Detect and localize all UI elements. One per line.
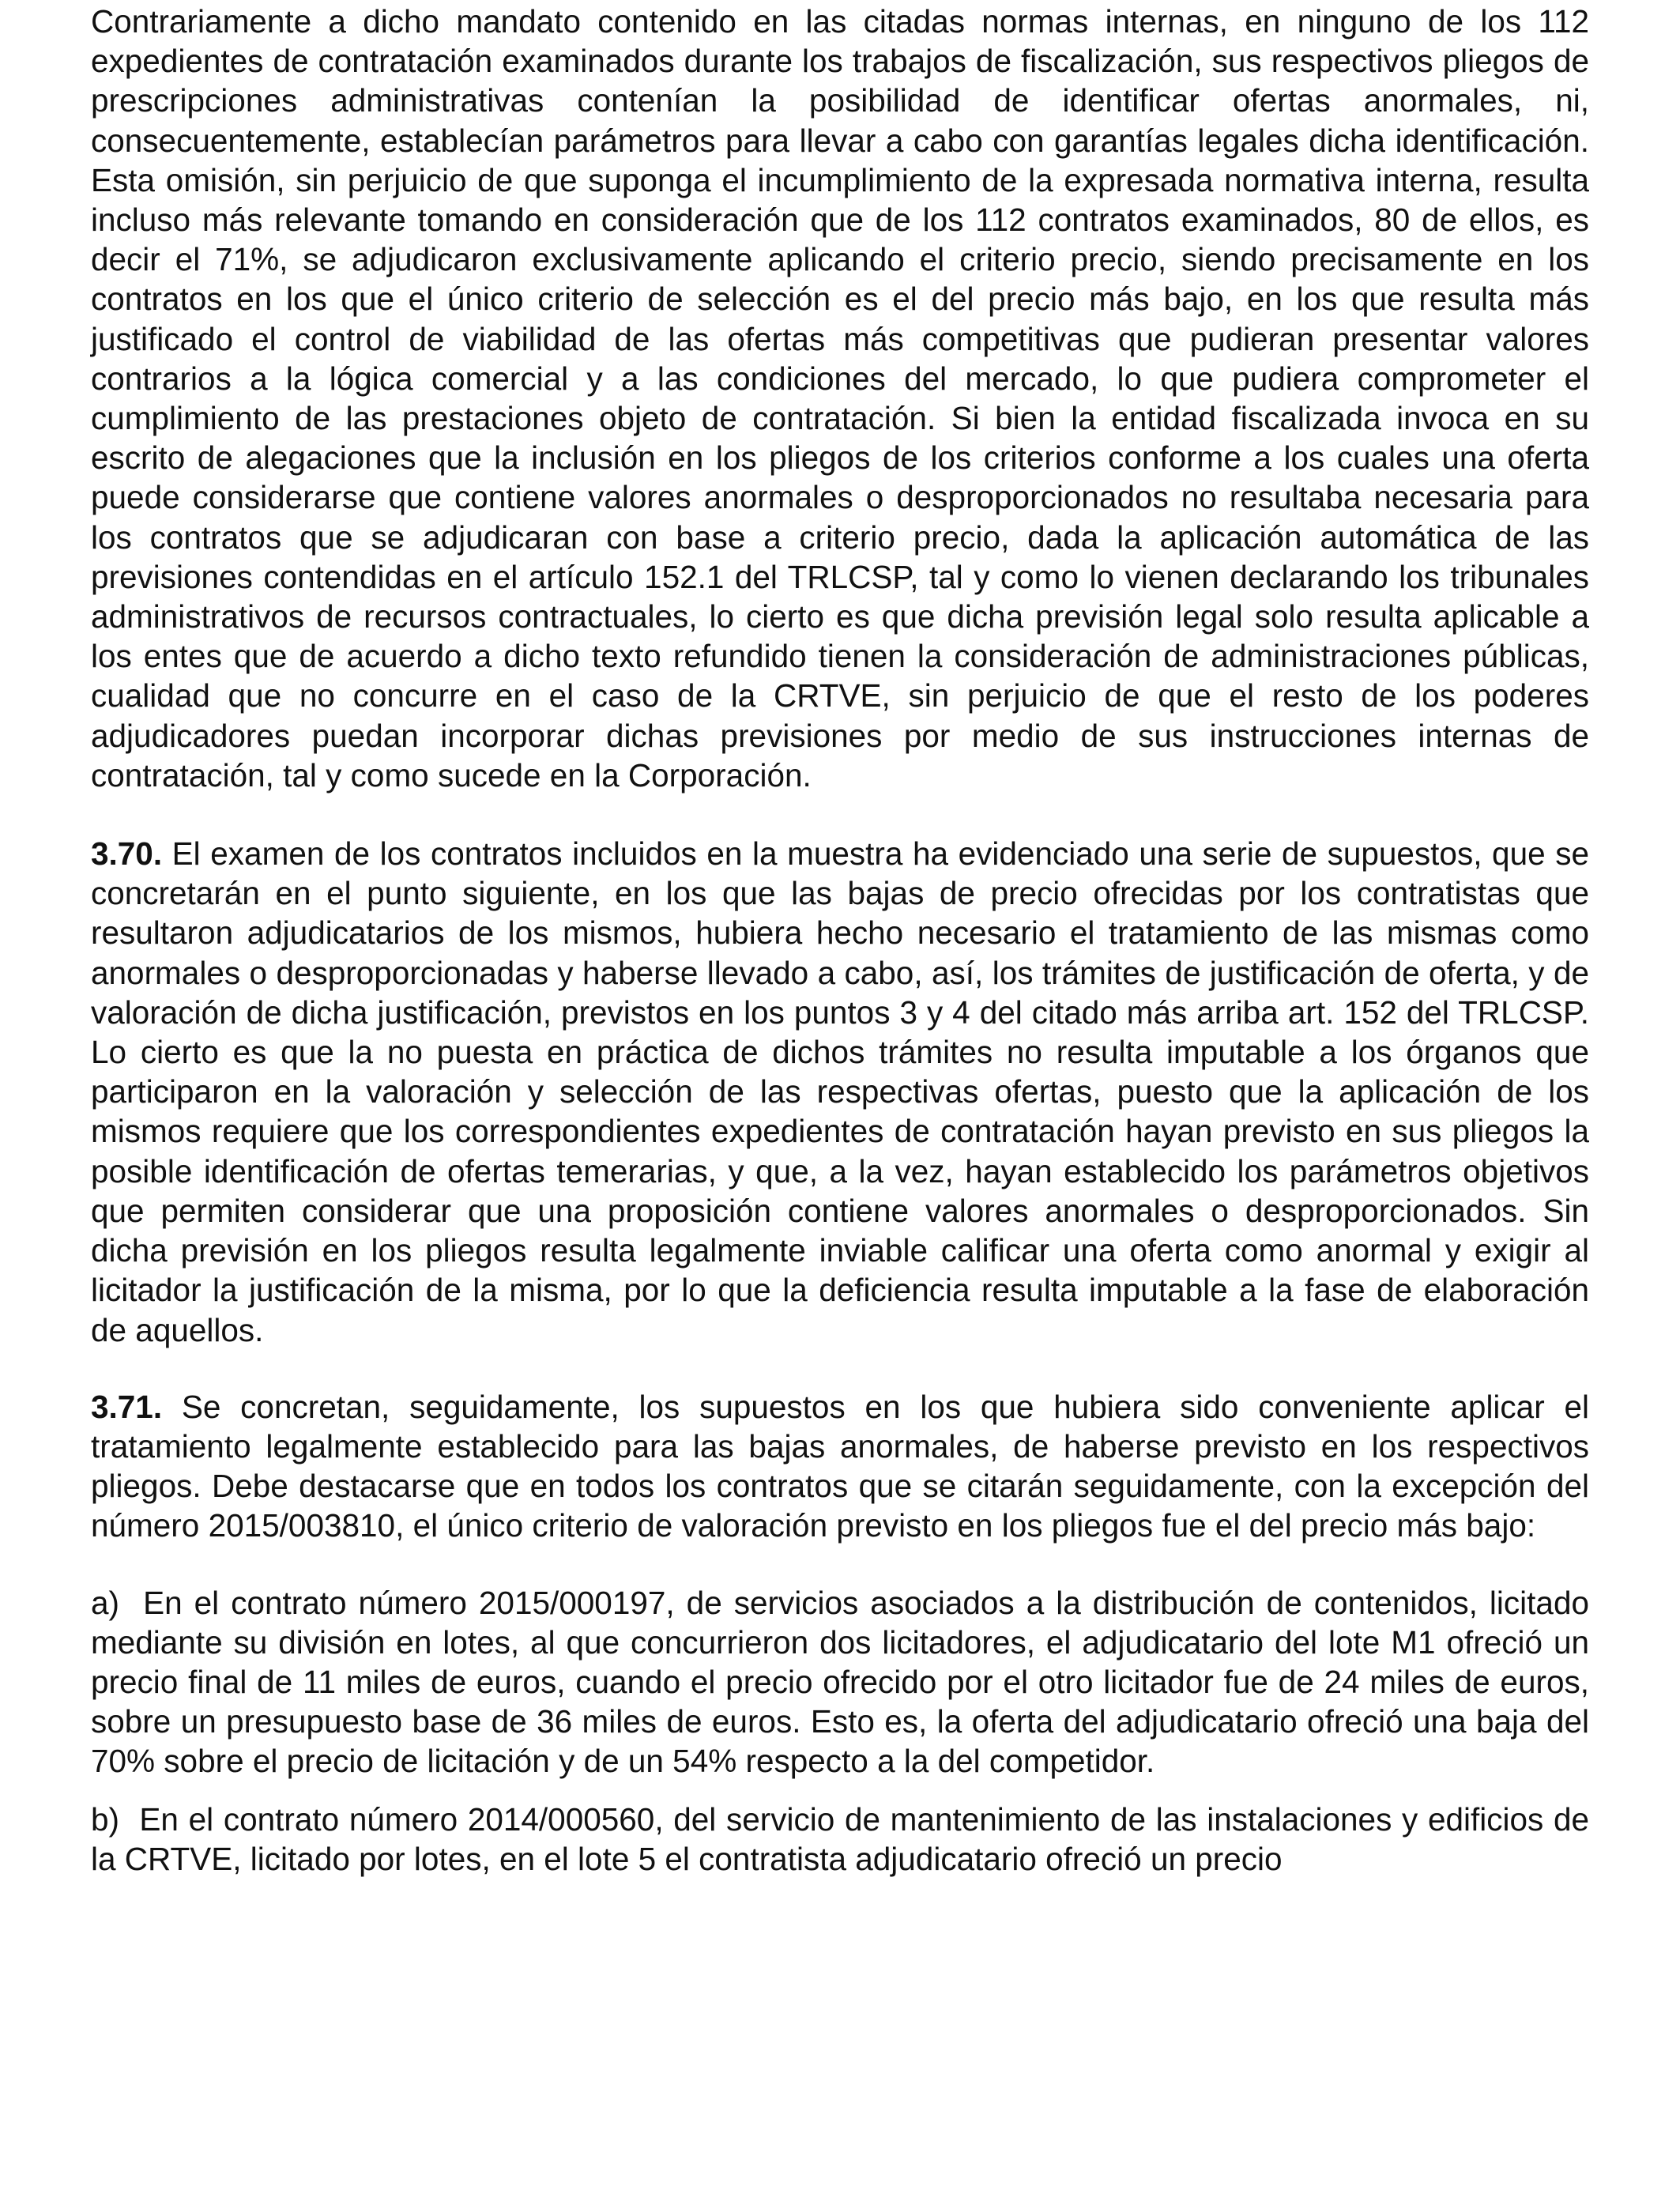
paragraph-text: El examen de los contratos incluidos en la muestra ha evidenciado una serie de supuestos, que se concretarán en el punto siguiente, en los que las bajas de precio ofrecidas por los contratistas que resultaron adjudicatarios de los mismos, hubiera hecho necesario el tratamiento de las mismas como anormales o desproporcionadas y haberse llevado a cabo, así, los trámites de justificación de oferta, y de valoración de dicha justificación, previstos en los puntos 3 y 4 del citado más arriba art. 152 del TRLCSP. Lo cierto es que la no puesta en práctica de dichos trámites no resulta imputable a los órganos que participaron en la valoración y selección de las respectivas ofertas, puesto que la aplicación de los mismos requiere que los correspondientes expedientes de contratación hayan previsto en sus pliegos la posible identificación de ofertas temerarias, y que, a la vez, hayan establecido los parámetros objetivos que permiten considerar que una proposición contiene valores anormales o desproporcionados. Sin dicha previsión en los pliegos resulta legalmente inviable calificar una oferta como anormal y exigir al licitador la justificación de la misma, por lo que la deficiencia resulta imputable a la fase de elaboración de aquellos. <box>91 835 1589 1348</box>
paragraph-number: 3.71. <box>91 1388 163 1425</box>
paragraph-number: 3.70. <box>91 835 163 873</box>
list-item-text <box>91 1583 1589 1781</box>
list-item-marker: b) <box>91 1800 120 1838</box>
paragraph-3-71 <box>91 1387 1589 1546</box>
list-item <box>91 1800 1589 1879</box>
case-list <box>91 1583 1589 1879</box>
list-item-body: En el contrato número 2015/000197, de servicios asociados a la distribución de contenidos, licitado mediante su división en lotes, al que concurrieron dos licitadores, el adjudicatario del lote M1 ofreció un precio final de 11 miles de euros, cuando el precio ofrecido por el otro licitador fue de 24 miles de euros, sobre un presupuesto base de 36 miles de euros. Esto es, la oferta del adjudicatario ofreció una baja del 70% sobre el precio de licitación y de un 54% respecto a la del competidor. <box>91 1584 1589 1780</box>
paragraph-intro: Contrariamente a dicho mandato contenido en las citadas normas internas, en ninguno de los 112 expedientes de contratación examinados durante los trabajos de fiscalización, sus respectivos pliegos de prescripciones administrativas contenían la posibilidad de identificar ofertas anormales, ni, consecuentemente, establecían parámetros para llevar a cabo con garantías legales dicha identificación. Esta omisión, sin perjuicio de que suponga el incumplimiento de la expresada normativa interna, resulta incluso más relevante tomando en consideración que de los 112 contratos examinados, 80 de ellos, es decir el 71%, se adjudicaron exclusivamente aplicando el criterio precio, siendo precisamente en los contratos en los que el único criterio de selección es el del precio más bajo, en los que resulta más justificado el control de viabilidad de las ofertas más competitivas que pudieran presentar valores contrarios a la lógica comercial y a las condiciones del mercado, lo que pudiera comprometer el cumplimiento de las prestaciones objeto de contratación. Si bien la entidad fiscalizada invoca en su escrito de alegaciones que la inclusión en los pliegos de los criterios conforme a los cuales una oferta puede considerarse que contiene valores anormales o desproporcionados no resultaba necesaria para los contratos que se adjudicaran con base a criterio precio, dada la aplicación automática de las previsiones contendidas en el artículo 152.1 del TRLCSP, tal y como lo vienen declarando los tribunales administrativos de recursos contractuales, lo cierto es que dicha previsión legal solo resulta aplicable a los entes que de acuerdo a dicho texto refundido tienen la consideración de administraciones públicas, cualidad que no concurre en el caso de la CRTVE, sin perjuicio de que el resto de los poderes adjudicadores puedan incorporar dichas previsiones por medio de sus instrucciones internas de contratación, tal y como sucede en la Corporación. <box>91 3 1589 794</box>
list-item-marker: a) <box>91 1584 120 1621</box>
list-item-body: En el contrato número 2014/000560, del servicio de mantenimiento de las instalaciones y edificios de la CRTVE, licitado por lotes, en el lote 5 el contratista adjudicatario ofreció un precio <box>91 1800 1589 1877</box>
list-item-text <box>91 1800 1589 1879</box>
document-page <box>91 0 1589 1879</box>
list-item <box>91 1583 1589 1781</box>
paragraph-3-70 <box>91 834 1589 1350</box>
paragraph-text: Se concretan, seguidamente, los supuestos en los que hubiera sido conveniente aplicar el tratamiento legalmente establecido para las bajas anormales, de haberse previsto en los respectivos pliegos. Debe destacarse que en todos los contratos que se citarán seguidamente, con la excepción del número 2015/003810, el único criterio de valoración previsto en los pliegos fue el del precio más bajo: <box>91 1388 1589 1544</box>
